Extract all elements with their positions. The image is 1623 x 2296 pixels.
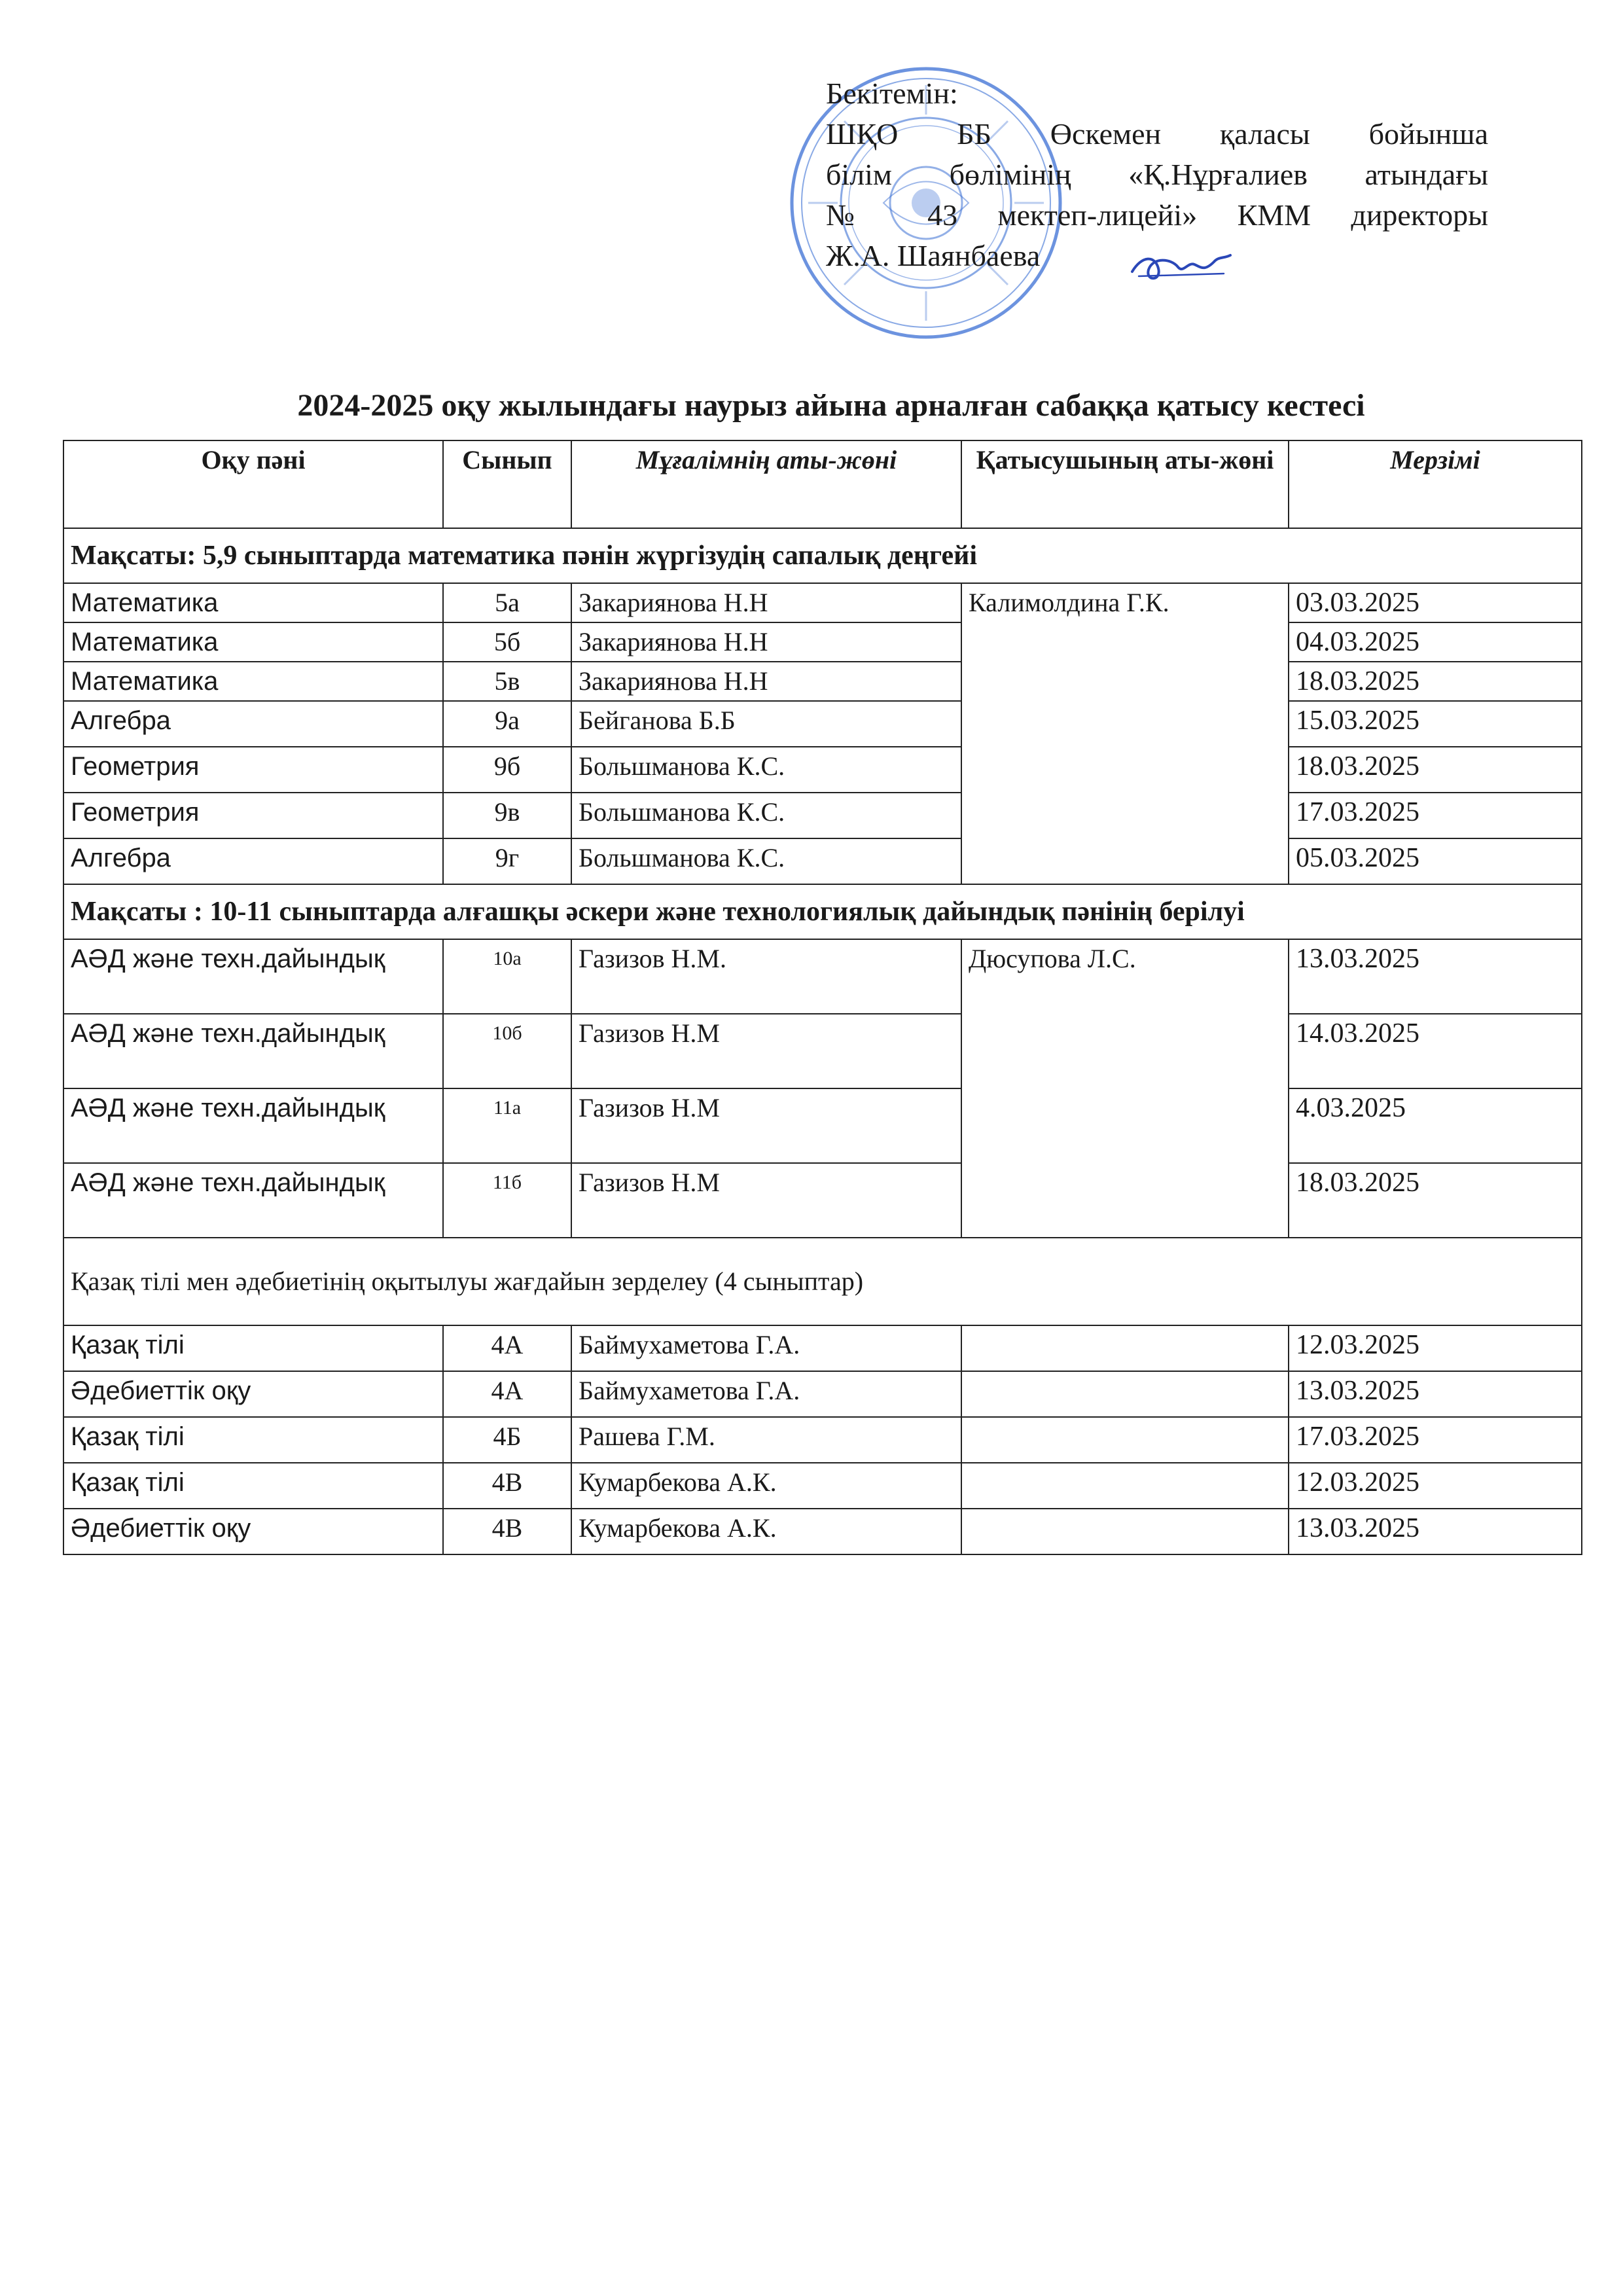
subject-cell: Математика <box>63 583 443 622</box>
subject-cell: Қазақ тілі <box>63 1325 443 1371</box>
section-goal: Мақсаты : 10-11 сыныптарда алғашқы әскери және технологиялық дайындық пәнінің берілуі <box>63 884 1582 939</box>
teacher-cell: Газизов Н.М <box>571 1088 961 1163</box>
date-cell: 13.03.2025 <box>1289 939 1582 1014</box>
approval-line: ШҚО ББ Өскемен қаласы бойынша <box>826 117 1488 151</box>
teacher-cell: Баймухаметова Г.А. <box>571 1371 961 1417</box>
subject-cell: Математика <box>63 662 443 701</box>
table-row <box>63 1325 1582 1371</box>
teacher-cell: Большманова К.С. <box>571 793 961 838</box>
observer-cell <box>961 1463 1289 1509</box>
date-cell: 17.03.2025 <box>1289 1417 1582 1463</box>
date-cell: 13.03.2025 <box>1289 1371 1582 1417</box>
subject-cell: Әдебиеттік оқу <box>63 1509 443 1554</box>
subject-cell: Алгебра <box>63 838 443 884</box>
date-cell: 03.03.2025 <box>1289 583 1582 622</box>
subject-cell: Геометрия <box>63 793 443 838</box>
teacher-cell: Газизов Н.М. <box>571 939 961 1014</box>
date-cell: 13.03.2025 <box>1289 1509 1582 1554</box>
class-cell: 11а <box>443 1088 571 1163</box>
table-row <box>63 701 1582 747</box>
approval-block <box>826 73 1488 276</box>
page-title: 2024-2025 оқу жылындағы наурыз айына арналған сабаққа қатысу кестесі <box>297 388 1365 423</box>
subject-cell: Қазақ тілі <box>63 1463 443 1509</box>
table-row <box>63 1463 1582 1509</box>
teacher-cell: Рашева Г.М. <box>571 1417 961 1463</box>
table-row <box>63 939 1582 1014</box>
col-header-teacher: Мұғалімнің аты-жөні <box>571 440 961 528</box>
col-header-subject: Оқу пәні <box>63 440 443 528</box>
class-cell: 4Б <box>443 1417 571 1463</box>
teacher-cell: Кумарбекова А.К. <box>571 1509 961 1554</box>
col-header-date: Мерзімі <box>1289 440 1582 528</box>
teacher-cell: Газизов Н.М <box>571 1014 961 1088</box>
table-header-row <box>63 440 1582 528</box>
class-cell: 9в <box>443 793 571 838</box>
date-cell: 12.03.2025 <box>1289 1463 1582 1509</box>
teacher-cell: Закариянова Н.Н <box>571 662 961 701</box>
date-cell: 18.03.2025 <box>1289 662 1582 701</box>
date-cell: 14.03.2025 <box>1289 1014 1582 1088</box>
class-cell: 4А <box>443 1371 571 1417</box>
table-row <box>63 1088 1582 1163</box>
subject-cell: АӘД және техн.дайындық <box>63 939 443 1014</box>
table-row <box>63 622 1582 662</box>
approval-heading: Бекітемін: <box>826 77 958 110</box>
observer-cell <box>961 1509 1289 1554</box>
approval-line: № 43 мектеп-лицейі» КММ директоры <box>826 198 1488 232</box>
table-row <box>63 1163 1582 1238</box>
subject-cell: АӘД және техн.дайындық <box>63 1088 443 1163</box>
section-goal-row <box>63 1238 1582 1325</box>
date-cell: 18.03.2025 <box>1289 1163 1582 1238</box>
attendance-schedule-table <box>63 440 1582 1555</box>
class-cell: 5б <box>443 622 571 662</box>
class-cell: 5а <box>443 583 571 622</box>
date-cell: 15.03.2025 <box>1289 701 1582 747</box>
date-cell: 17.03.2025 <box>1289 793 1582 838</box>
class-cell: 9г <box>443 838 571 884</box>
approval-line: білім бөлімінің «Қ.Нұрғалиев атындағы <box>826 158 1488 191</box>
teacher-cell: Баймухаметова Г.А. <box>571 1325 961 1371</box>
subject-cell: АӘД және техн.дайындық <box>63 1014 443 1088</box>
subject-cell: АӘД және техн.дайындық <box>63 1163 443 1238</box>
section-goal: Қазақ тілі мен әдебиетінің оқытылуы жағдайын зерделеу (4 сыныптар) <box>63 1238 1582 1325</box>
subject-cell: Қазақ тілі <box>63 1417 443 1463</box>
table-row <box>63 662 1582 701</box>
col-header-class: Сынып <box>443 440 571 528</box>
table-row <box>63 1014 1582 1088</box>
date-cell: 4.03.2025 <box>1289 1088 1582 1163</box>
class-cell: 4В <box>443 1509 571 1554</box>
table-row <box>63 793 1582 838</box>
table-row <box>63 1417 1582 1463</box>
teacher-cell: Газизов Н.М <box>571 1163 961 1238</box>
observer-cell <box>961 1325 1289 1371</box>
observer-cell: Дюсупова Л.С. <box>961 939 1289 1238</box>
date-cell: 04.03.2025 <box>1289 622 1582 662</box>
teacher-cell: Кумарбекова А.К. <box>571 1463 961 1509</box>
class-cell: 4В <box>443 1463 571 1509</box>
class-cell: 4А <box>443 1325 571 1371</box>
observer-cell <box>961 1417 1289 1463</box>
class-cell: 5в <box>443 662 571 701</box>
date-cell: 05.03.2025 <box>1289 838 1582 884</box>
table-row <box>63 583 1582 622</box>
date-cell: 12.03.2025 <box>1289 1325 1582 1371</box>
section-goal-row <box>63 884 1582 939</box>
table-row <box>63 1371 1582 1417</box>
class-cell: 10а <box>443 939 571 1014</box>
date-cell: 18.03.2025 <box>1289 747 1582 793</box>
approver-name: Ж.А. Шаянбаева <box>826 239 1041 272</box>
section-goal: Мақсаты: 5,9 сыныптарда математика пәнін жүргізудің сапалық деңгейі <box>63 528 1582 583</box>
class-cell: 10б <box>443 1014 571 1088</box>
table-row <box>63 747 1582 793</box>
teacher-cell: Закариянова Н.Н <box>571 622 961 662</box>
teacher-cell: Закариянова Н.Н <box>571 583 961 622</box>
table-row <box>63 1509 1582 1554</box>
teacher-cell: Большманова К.С. <box>571 838 961 884</box>
observer-cell <box>961 1371 1289 1417</box>
class-cell: 11б <box>443 1163 571 1238</box>
observer-cell: Калимолдина Г.К. <box>961 583 1289 884</box>
teacher-cell: Бейганова Б.Б <box>571 701 961 747</box>
subject-cell: Математика <box>63 622 443 662</box>
table-row <box>63 838 1582 884</box>
subject-cell: Әдебиеттік оқу <box>63 1371 443 1417</box>
col-header-observer: Қатысушының аты-жөні <box>961 440 1289 528</box>
class-cell: 9б <box>443 747 571 793</box>
subject-cell: Геометрия <box>63 747 443 793</box>
teacher-cell: Большманова К.С. <box>571 747 961 793</box>
section-goal-row <box>63 528 1582 583</box>
class-cell: 9а <box>443 701 571 747</box>
subject-cell: Алгебра <box>63 701 443 747</box>
